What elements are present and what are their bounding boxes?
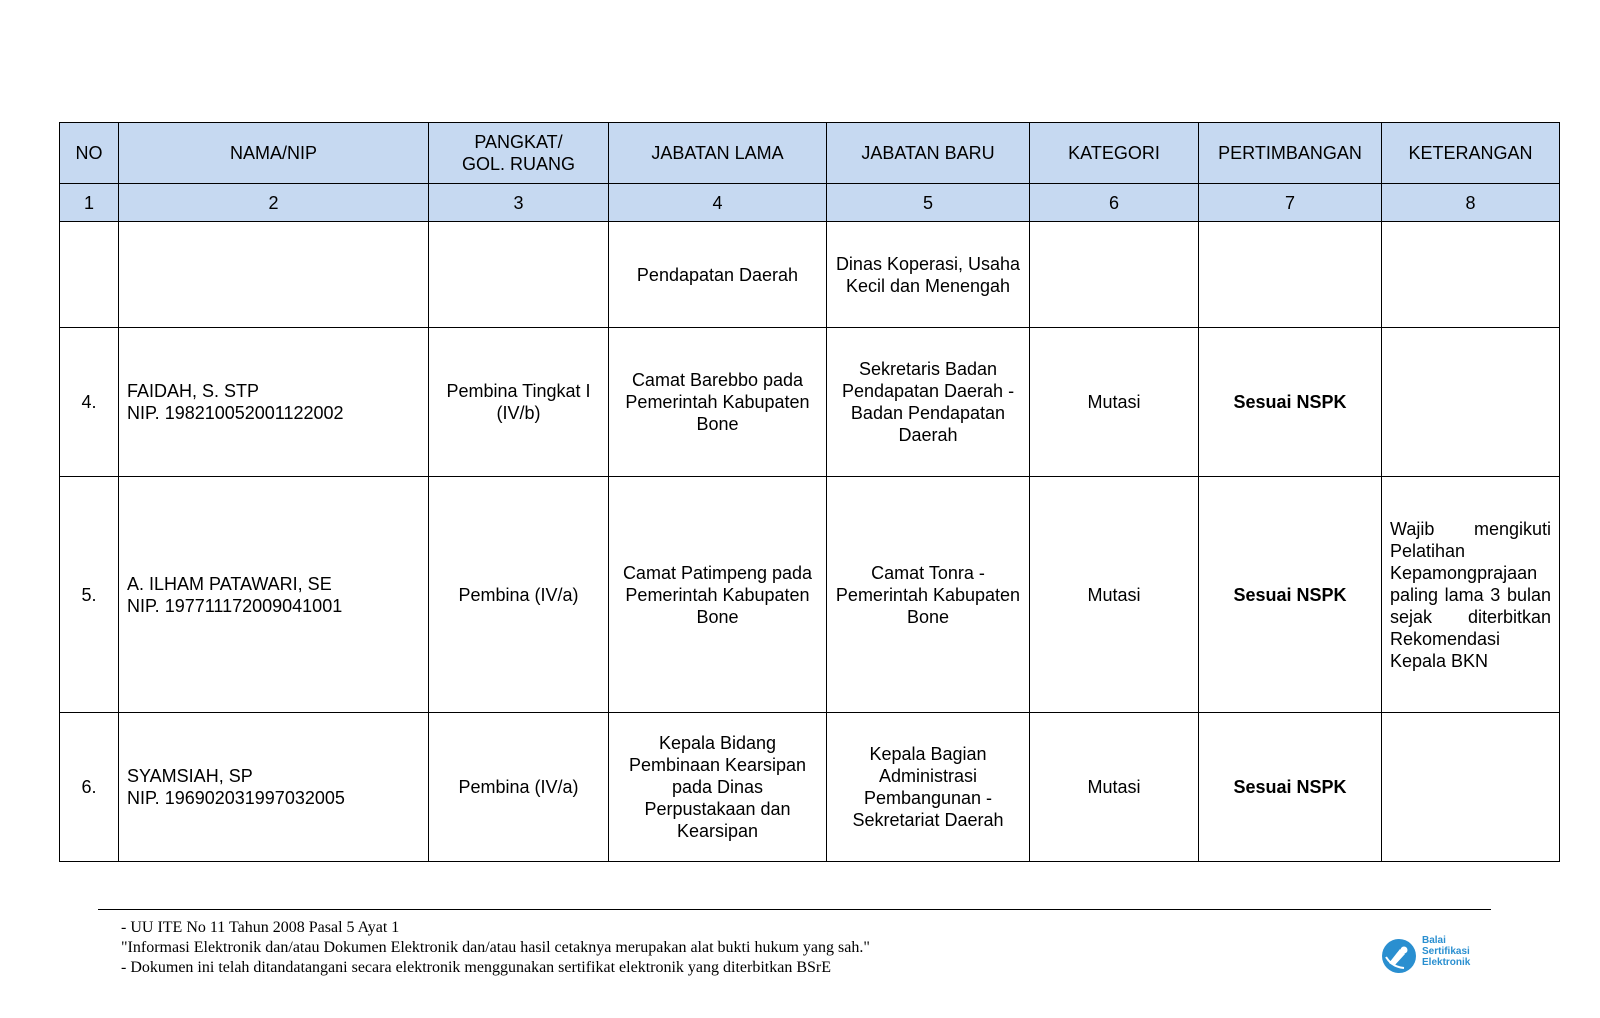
employee-nip: NIP. 197711172009041001 (127, 595, 343, 616)
cell-jabatan-lama: Camat Patimpeng pada Pemerintah Kabupaten Bone (609, 477, 827, 713)
cell-kategori (1030, 222, 1199, 328)
bsre-wordmark: Balai Sertifikasi Elektronik (1422, 935, 1471, 968)
footer-disclaimer (121, 918, 870, 978)
cell-nama-nip (119, 477, 429, 713)
cell-no (60, 222, 119, 328)
header-no: NO (60, 123, 119, 184)
table-row (60, 713, 1560, 862)
column-number: 4 (609, 184, 827, 222)
column-number: 2 (119, 184, 429, 222)
cell-no: 4. (60, 328, 119, 477)
employee-nip: NIP. 198210052001122002 (127, 403, 344, 423)
cell-jabatan-lama: Kepala Bidang Pembinaan Kearsipan pada Dinas Perpustakaan dan Kearsipan (609, 713, 827, 862)
cell-jabatan-lama: Camat Barebbo pada Pemerintah Kabupaten Bone (609, 328, 827, 477)
footer-line: "Informasi Elektronik dan/atau Dokumen Elektronik dan/atau hasil cetaknya merupakan alat bukti hukum yang sah." (121, 939, 870, 956)
cell-pertimbangan: Sesuai NSPK (1199, 713, 1382, 862)
cell-kategori: Mutasi (1030, 477, 1199, 713)
cell-pertimbangan: Sesuai NSPK (1199, 477, 1382, 713)
header-nama-nip: NAMA/NIP (119, 123, 429, 184)
cell-nama-nip (119, 222, 429, 328)
cell-jabatan-lama: Pendapatan Daerah (609, 222, 827, 328)
cell-pertimbangan: Sesuai NSPK (1199, 328, 1382, 477)
cell-jabatan-baru: Sekretaris Badan Pendapatan Daerah - Badan Pendapatan Daerah (827, 328, 1030, 477)
cell-keterangan (1382, 328, 1560, 477)
cell-jabatan-baru: Camat Tonra - Pemerintah Kabupaten Bone (827, 477, 1030, 713)
bsre-logo (1380, 935, 1500, 977)
column-number: 6 (1030, 184, 1199, 222)
footer-divider (98, 909, 1491, 910)
header-kategori: KATEGORI (1030, 123, 1199, 184)
cell-nama-nip (119, 328, 429, 477)
cell-nama-nip (119, 713, 429, 862)
header-jabatan-baru: JABATAN BARU (827, 123, 1030, 184)
cell-kategori: Mutasi (1030, 713, 1199, 862)
cell-pangkat: Pembina Tingkat I (IV/b) (429, 328, 609, 477)
cell-keterangan (1382, 222, 1560, 328)
mutation-table (59, 122, 1560, 862)
column-number: 8 (1382, 184, 1560, 222)
footer-line: - Dokumen ini telah ditandatangani secara elektronik menggunakan sertifikat elektronik yang diterbitkan BSrE (121, 959, 831, 976)
cell-keterangan (1382, 713, 1560, 862)
employee-name: FAIDAH, S. STP (127, 381, 260, 401)
column-number-row (60, 184, 1560, 222)
table-row (60, 477, 1560, 713)
header-row (60, 123, 1560, 184)
cell-kategori: Mutasi (1030, 328, 1199, 477)
table-row-continued (60, 222, 1560, 328)
employee-nip: NIP. 196902031997032005 (127, 788, 345, 808)
cell-no: 5. (60, 477, 119, 713)
bsre-emblem-icon (1380, 937, 1418, 975)
header-pangkat: PANGKAT/ GOL. RUANG (429, 123, 609, 184)
cell-pangkat: Pembina (IV/a) (429, 713, 609, 862)
footer-line: - UU ITE No 11 Tahun 2008 Pasal 5 Ayat 1 (121, 919, 400, 936)
header-keterangan: KETERANGAN (1382, 123, 1560, 184)
table-row (60, 328, 1560, 477)
header-pertimbangan: PERTIMBANGAN (1199, 123, 1382, 184)
employee-name: A. ILHAM PATAWARI, SE (127, 573, 332, 594)
column-number: 3 (429, 184, 609, 222)
column-number: 1 (60, 184, 119, 222)
cell-jabatan-baru: Kepala Bagian Administrasi Pembangunan - Sekretariat Daerah (827, 713, 1030, 862)
column-number: 5 (827, 184, 1030, 222)
cell-pangkat: Pembina (IV/a) (429, 477, 609, 713)
header-jabatan-lama: JABATAN LAMA (609, 123, 827, 184)
cell-no: 6. (60, 713, 119, 862)
cell-jabatan-baru: Dinas Koperasi, Usaha Kecil dan Menengah (827, 222, 1030, 328)
employee-name: SYAMSIAH, SP (127, 766, 253, 786)
cell-pangkat (429, 222, 609, 328)
cell-keterangan: Wajib mengikuti Pelatihan Kepamongprajaan paling lama 3 bulan sejak diterbitkan Rekomendasi Kepala BKN (1382, 477, 1560, 713)
cell-pertimbangan (1199, 222, 1382, 328)
column-number: 7 (1199, 184, 1382, 222)
